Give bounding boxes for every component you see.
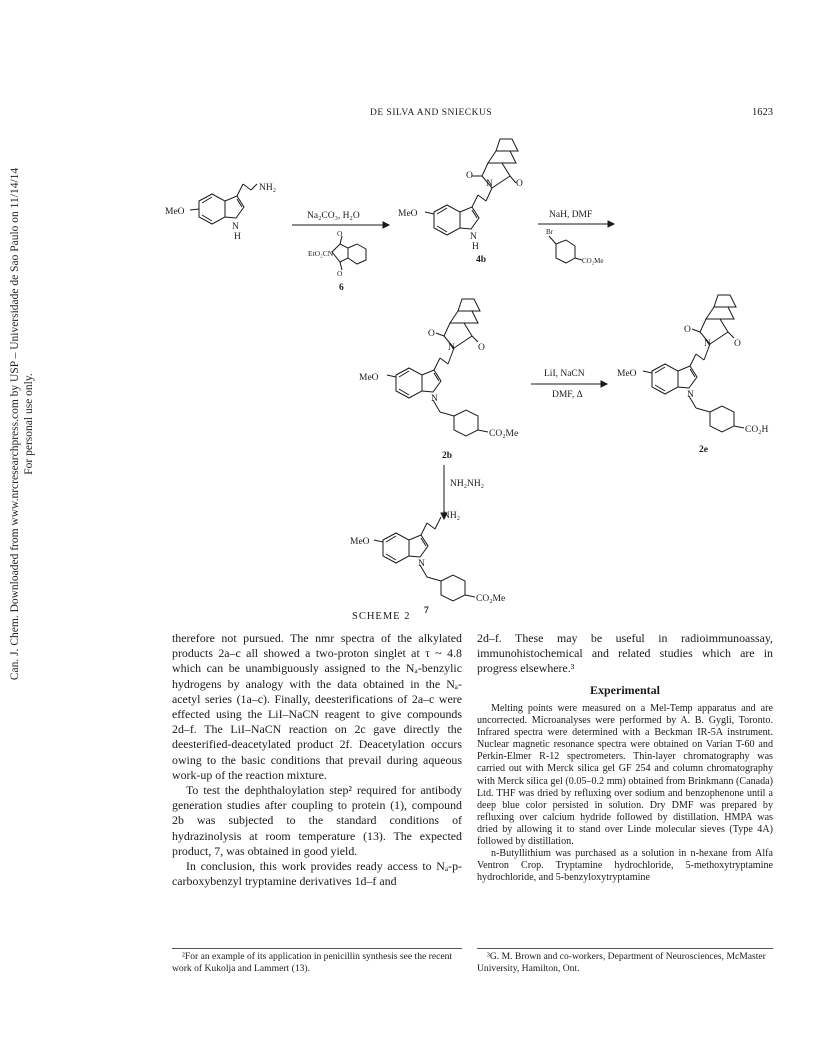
running-header: DE SILVA AND SNIECKUS bbox=[370, 108, 493, 118]
label-n-2e: N bbox=[687, 390, 694, 400]
label-n-7: N bbox=[418, 559, 425, 569]
structure-benzyl-bromide bbox=[549, 236, 582, 263]
label-o-2e-2: O bbox=[734, 339, 741, 349]
label-n-4b: N bbox=[470, 232, 477, 242]
label-h-4b: H bbox=[472, 242, 479, 252]
structure-2e bbox=[643, 295, 744, 432]
label-meo-1: MeO bbox=[165, 207, 185, 217]
experimental-paragraph-1: Melting points were measured on a Mel-Temp apparatus and are uncorrected. Microanalyses were performed by A. B. Gygli, Toronto. Infrared spectra were determined with a Beckman IR-5A instrument. Nuclear magnetic resonance spectra were obtained on Varian T-60 and Perkin-Elmer R-12 spectrometers. Thin-layer chromatography was carried out with Merck silica gel GF 254 and column chromatography with Merck silica gel (0.05–0.2 mm) obtained from Brinkmann (Canada) Ltd. THF was dried by refluxing over sodium and benzophenone until a deep blue color persisted in solution. Dry DMF was prepared by refluxing over calcium hydride followed by distillation. HMPA was dried by allowing it to stand over Linde molecular sieves (Type 4A) followed by distillation. bbox=[477, 703, 773, 848]
label-meo-7: MeO bbox=[350, 537, 370, 547]
label-compound2e: 2e bbox=[699, 445, 708, 455]
label-reagent1: Na₂CO₃, H₂O bbox=[307, 211, 360, 221]
label-compound6: 6 bbox=[339, 283, 344, 293]
page-number: 1623 bbox=[752, 107, 773, 118]
label-n-2b: N bbox=[431, 394, 438, 404]
label-reagent2: NaH, DMF bbox=[549, 210, 593, 220]
right-column-top bbox=[477, 631, 773, 677]
left-paragraph-2: To test the dephthaloylation step² required for antibody generation studies after coupling to protein (1), compound 2b was subjected to the standard conditions of hydrazinolysis at room temperature (13). The expected product, 7, was obtained in good yield. bbox=[172, 783, 462, 858]
left-column bbox=[172, 631, 462, 889]
label-co2h-2e: CO₂H bbox=[745, 425, 769, 435]
label-o-4b-2: O bbox=[516, 179, 523, 189]
label-co2me-2b: CO₂Me bbox=[489, 429, 519, 439]
footnote-rule-left bbox=[172, 948, 462, 949]
label-n-2b-imide: N bbox=[448, 343, 455, 353]
label-compound2b: 2b bbox=[442, 451, 453, 461]
right-paragraph-1: 2d–f. These may be useful in radioimmunoassay, immunohistochemical and related studies which are in progress elsewhere.³ bbox=[477, 631, 773, 676]
experimental-section bbox=[477, 703, 773, 884]
structure-2b bbox=[387, 299, 488, 436]
label-reagent3b: DMF, Δ bbox=[552, 390, 583, 400]
label-n-1: N bbox=[232, 222, 239, 232]
personal-use-line: For personal use only. bbox=[23, 373, 35, 475]
structure-4b bbox=[425, 139, 518, 235]
label-reagent1b: EtO₂CN bbox=[308, 249, 334, 258]
experimental-heading: Experimental bbox=[590, 683, 660, 697]
label-reagent3a: LiI, NaCN bbox=[544, 369, 585, 379]
label-meo-2b: MeO bbox=[359, 373, 379, 383]
label-br: Br bbox=[546, 228, 553, 236]
experimental-paragraph-2: n-Butyllithium was purchased as a solution in n-hexane from Alfa Ventron Crop. Tryptamine hydrochloride, 5-methoxytryptamine hydrochloride, and 5-benzyloxytryptamine bbox=[477, 848, 773, 884]
label-co2me-reagent: CO₂Me bbox=[582, 257, 604, 265]
label-o-r1: O bbox=[337, 229, 343, 238]
label-o-2b-2: O bbox=[478, 343, 485, 353]
left-paragraph-1: therefore not pursued. The nmr spectra of the alkylated products 2a–c all showed a two-proton singlet at τ ~ 4.8 which can be unambiguously assigned to the Nₐ-benzylic hydrogens by analogy with the data obtained in the Nₐ-acetyl series (1a–c). Finally, deesterifications of 2a–c were effected using the LiI–NaCN reagent to give compounds 2d–f. The LiI–NaCN reaction on 2c gave directly the deesterified-deacetylated product 2f. Deacetylation occurs owing to the basic conditions that prevail during aqueous work-up of the reaction mixture. bbox=[172, 631, 462, 782]
structure-tryptamine bbox=[190, 184, 257, 224]
label-meo-4b: MeO bbox=[398, 209, 418, 219]
label-n-4b-imide: N bbox=[486, 179, 493, 189]
label-o-r2: O bbox=[337, 269, 343, 278]
download-line: Can. J. Chem. Downloaded from www.nrcresearchpress.com by USP – Universidade de Sao Paulo on 11/14/14 bbox=[9, 167, 21, 681]
label-co2me-7: CO₂Me bbox=[476, 594, 506, 604]
footnote-right: ³G. M. Brown and co-workers, Department of Neurosciences, McMaster University, Hamilton, Ont. bbox=[477, 951, 766, 975]
label-reagent4: NH₂NH₂ bbox=[450, 479, 485, 489]
left-paragraph-3: In conclusion, this work provides ready access to Nₐ-p-carboxybenzyl tryptamine derivatives 1d–f and bbox=[172, 859, 462, 889]
label-compound7: 7 bbox=[424, 606, 429, 616]
footnote-left: ²For an example of its application in penicillin synthesis see the recent work of Kukolja and Lammert (13). bbox=[172, 951, 453, 975]
label-o-2e-1: O bbox=[684, 325, 691, 335]
label-nh2-7: NH₂ bbox=[443, 511, 461, 521]
label-o-2b-1: O bbox=[428, 329, 435, 339]
label-h-1: H bbox=[234, 232, 241, 242]
label-n-2e-imide: N bbox=[704, 339, 711, 349]
label-nh2-1: NH₂ bbox=[259, 183, 277, 193]
label-compound4b: 4b bbox=[476, 255, 487, 265]
label-o-4b-1: O bbox=[466, 171, 473, 181]
label-meo-2e: MeO bbox=[617, 369, 637, 379]
structure-reagent-6 bbox=[332, 236, 366, 270]
footnote-rule-right bbox=[477, 948, 773, 949]
scheme-title: SCHEME 2 bbox=[352, 611, 411, 622]
